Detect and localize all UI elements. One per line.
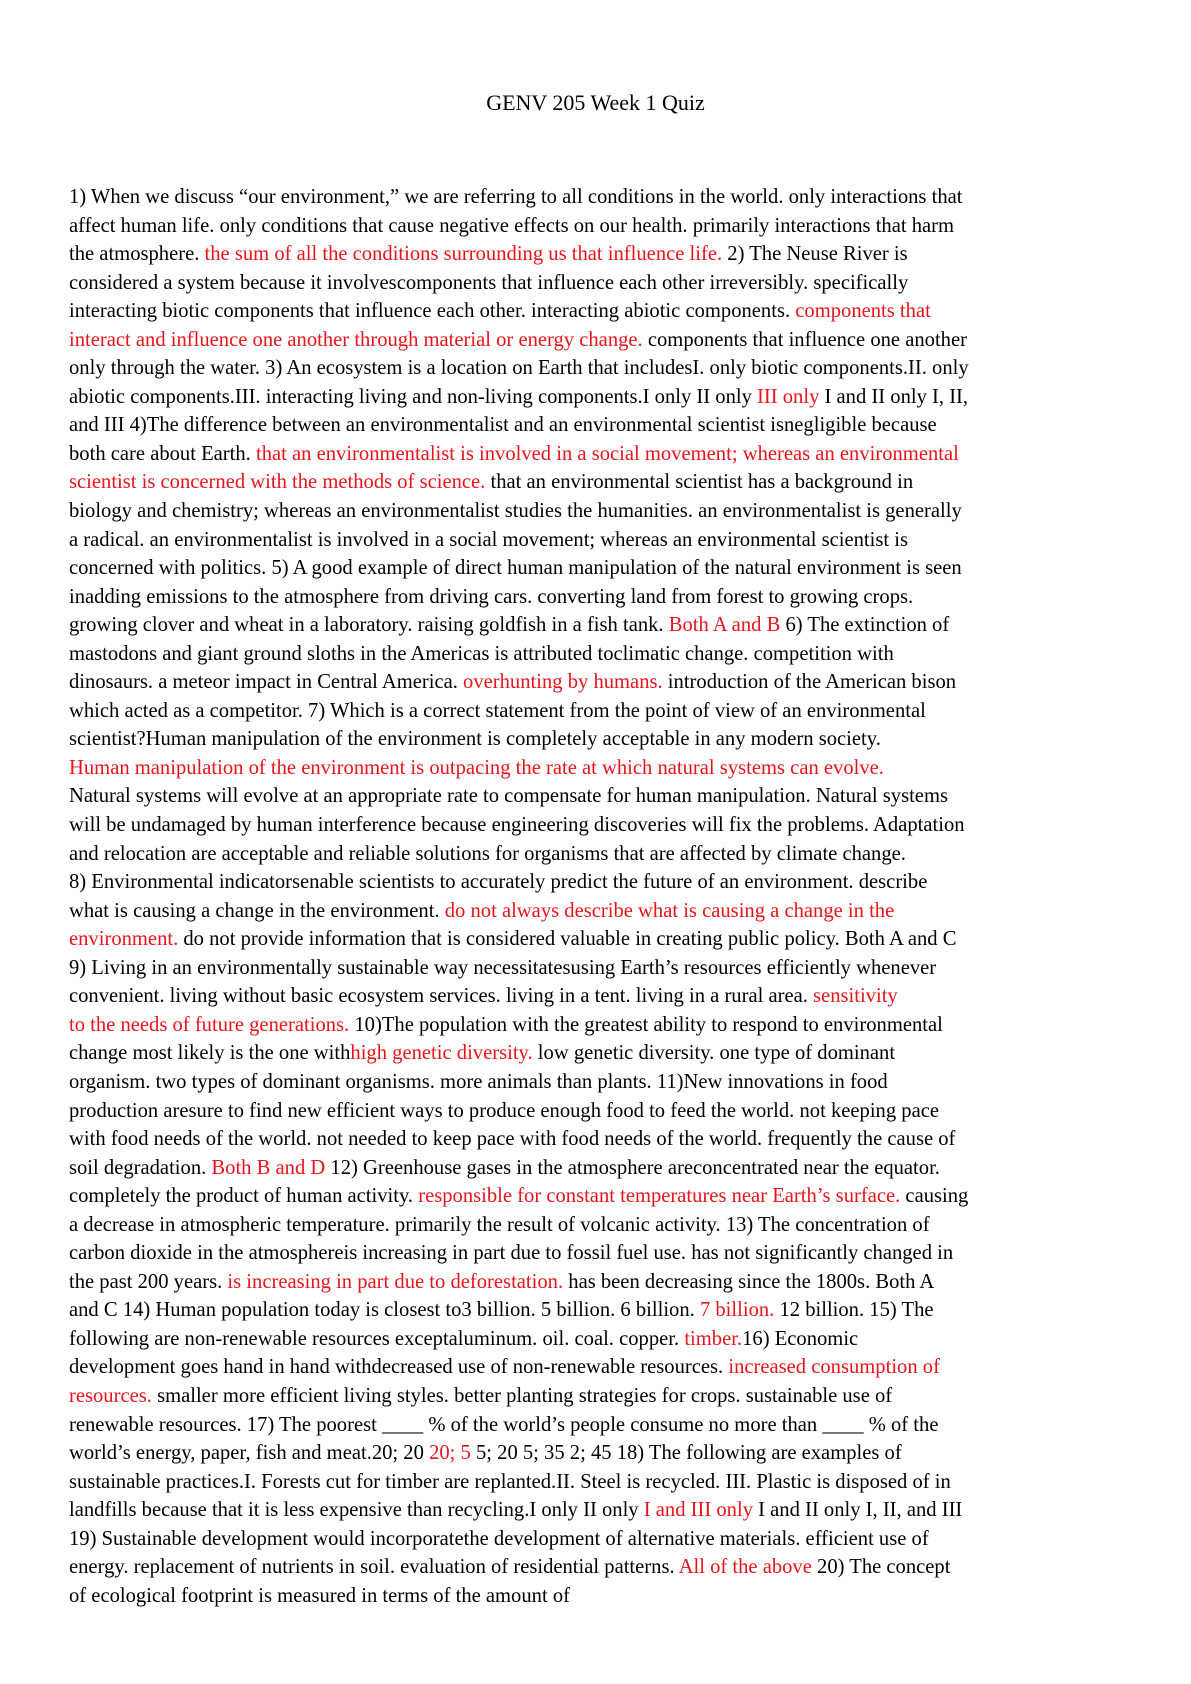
highlighted-answer: sensitivity: [813, 985, 898, 1008]
text-segment: completely the product of human activity.: [69, 1185, 419, 1208]
text-segment: abiotic components.III. interacting living and non-living components.I only II only: [69, 385, 758, 408]
text-segment: change most likely is the one with: [69, 1042, 351, 1065]
highlighted-answer: Both B and D: [211, 1156, 326, 1179]
text-line: [69, 725, 1131, 754]
text-segment: 6) The extinction of: [780, 614, 950, 637]
text-line: [69, 1553, 1131, 1582]
highlighted-answer: to the needs of future generations.: [69, 1013, 350, 1036]
text-segment: convenient. living without basic ecosystem services. living in a tent. living in a rural area.: [69, 985, 814, 1008]
text-segment: introduction of the American bison: [662, 671, 957, 694]
text-segment: soil degradation.: [69, 1156, 212, 1179]
text-segment: dinosaurs. a meteor impact in Central America.: [69, 671, 464, 694]
text-line: [69, 183, 1131, 212]
text-segment: landfills because that it is less expensive than recycling.I only II only: [69, 1499, 644, 1522]
text-segment: 19) Sustainable development would incorporatethe development of alternative materials. efficient use of: [69, 1527, 929, 1550]
text-segment: 10)The population with the greatest ability to respond to environmental: [349, 1013, 943, 1036]
text-segment: of ecological footprint is measured in terms of the amount of: [69, 1584, 570, 1607]
text-line: [69, 1039, 1131, 1068]
text-line: [69, 1496, 1131, 1525]
text-line: [69, 1582, 1131, 1611]
text-segment: 12 billion. 15) The: [774, 1299, 934, 1322]
text-line: [69, 583, 1131, 612]
highlighted-answer: I and III only: [643, 1499, 753, 1522]
text-line: [69, 1011, 1131, 1040]
highlighted-answer: III only: [757, 385, 820, 408]
text-segment: Natural systems will evolve at an appropriate rate to compensate for human manipulation. Natural systems: [69, 785, 948, 808]
text-segment: 9) Living in an environmentally sustainable way necessitatesusing Earth’s resources efficiently whenever: [69, 956, 937, 979]
highlighted-answer: high genetic diversity.: [350, 1042, 533, 1065]
text-segment: causing: [900, 1185, 969, 1208]
text-segment: renewable resources. 17) The poorest ____ % of the world’s people consume no more than ____ % of the: [69, 1413, 939, 1436]
text-line: [69, 1325, 1131, 1354]
highlighted-answer: overhunting by humans.: [463, 671, 663, 694]
text-line: [69, 1468, 1131, 1497]
text-segment: 12) Greenhouse gases in the atmosphere areconcentrated near the equator.: [325, 1156, 940, 1179]
text-line: [69, 297, 1131, 326]
text-segment: growing clover and wheat in a laboratory. raising goldfish in a fish tank.: [69, 614, 669, 637]
text-segment: 16) Economic: [742, 1327, 859, 1350]
text-line: [69, 1268, 1131, 1297]
text-segment: biology and chemistry; whereas an environmentalist studies the humanities. an environmentalist is generally: [69, 500, 962, 523]
highlighted-answer: responsible for constant temperatures near Earth’s surface.: [418, 1185, 901, 1208]
text-line: [69, 1353, 1131, 1382]
text-segment: sustainable practices.I. Forests cut for timber are replanted.II. Steel is recycled. III. Plastic is disposed of in: [69, 1470, 951, 1493]
text-line: [69, 497, 1131, 526]
text-segment: affect human life. only conditions that cause negative effects on our health. primarily interactions that harm: [69, 214, 955, 237]
text-line: [69, 811, 1131, 840]
text-segment: a decrease in atmospheric temperature. primarily the result of volcanic activity. 13) The concentration of: [69, 1213, 930, 1236]
text-segment: interacting biotic components that influence each other. interacting abiotic components.: [69, 300, 796, 323]
text-segment: the atmosphere.: [69, 243, 205, 266]
text-line: [69, 1411, 1131, 1440]
text-segment: and C 14) Human population today is closest to3 billion. 5 billion. 6 billion.: [69, 1299, 700, 1322]
highlighted-answer: 20; 5: [429, 1442, 471, 1465]
text-segment: production aresure to find new efficient ways to produce enough food to feed the world. not keeping pace: [69, 1099, 939, 1122]
text-line: [69, 1182, 1131, 1211]
highlighted-answer: 7 billion.: [699, 1299, 775, 1322]
text-line: [69, 554, 1131, 583]
highlighted-answer: timber.: [684, 1327, 743, 1350]
highlighted-answer: the sum of all the conditions surrounding us that influence life.: [204, 243, 723, 266]
highlighted-answer: Both A and B: [668, 614, 781, 637]
highlighted-answer: do not always describe what is causing a change in the: [444, 899, 895, 922]
text-line: [69, 954, 1131, 983]
text-segment: scientist?Human manipulation of the environment is completely acceptable in any modern society.: [69, 728, 881, 751]
text-line: [69, 1439, 1131, 1468]
text-line: [69, 383, 1131, 412]
text-segment: that an environmental scientist has a background in: [485, 471, 914, 494]
highlighted-answer: components that: [795, 300, 931, 323]
text-line: [69, 754, 1131, 783]
document-title: GENV 205 Week 1 Quiz: [486, 90, 705, 115]
text-line: [69, 1382, 1131, 1411]
text-segment: and III 4)The difference between an environmentalist and an environmental scientist isnegligible because: [69, 414, 937, 437]
text-segment: 20) The concept: [811, 1556, 951, 1579]
quiz-body-text: [69, 183, 1131, 1610]
text-line: [69, 354, 1131, 383]
text-segment: carbon dioxide in the atmosphereis increasing in part due to fossil fuel use. has not significantly changed in: [69, 1242, 954, 1265]
text-segment: has been decreasing since the 1800s. Both A: [563, 1270, 935, 1293]
text-segment: 5; 20 5; 35 2; 45 18) The following are examples of: [470, 1442, 902, 1465]
text-line: [69, 1525, 1131, 1554]
text-segment: what is causing a change in the environment.: [69, 899, 445, 922]
text-segment: do not provide information that is considered valuable in creating public policy. Both A and C: [178, 928, 957, 951]
text-line: [69, 468, 1131, 497]
highlighted-answer: Human manipulation of the environment is outpacing the rate at which natural systems can evolve.: [69, 756, 884, 779]
text-line: [69, 1211, 1131, 1240]
text-line: [69, 697, 1131, 726]
highlighted-answer: that an environmentalist is involved in a social movement; whereas an environmental: [255, 442, 959, 465]
text-segment: only through the water. 3) An ecosystem is a location on Earth that includesI. only biotic components.II. only: [69, 357, 969, 380]
text-segment: smaller more efficient living styles. better planting strategies for crops. sustainable use of: [151, 1384, 893, 1407]
text-line: [69, 1097, 1131, 1126]
text-segment: will be undamaged by human interference because engineering discoveries will fix the problems. Adaptation: [69, 814, 965, 837]
text-segment: 2) The Neuse River is: [722, 243, 908, 266]
text-segment: development goes hand in hand withdecreased use of non-renewable resources.: [69, 1356, 729, 1379]
text-segment: 8) Environmental indicatorsenable scientists to accurately predict the future of an environment. describe: [69, 871, 928, 894]
text-segment: following are non-renewable resources exceptaluminum. oil. coal. copper.: [69, 1327, 685, 1350]
highlighted-answer: scientist is concerned with the methods of science.: [69, 471, 486, 494]
highlighted-answer: All of the above: [678, 1556, 812, 1579]
highlighted-answer: resources.: [69, 1384, 152, 1407]
text-segment: which acted as a competitor. 7) Which is a correct statement from the point of view of an environmental: [69, 699, 926, 722]
text-segment: and relocation are acceptable and reliable solutions for organisms that are affected by climate change.: [69, 842, 906, 865]
text-line: [69, 897, 1131, 926]
text-segment: the past 200 years.: [69, 1270, 228, 1293]
text-line: [69, 868, 1131, 897]
text-segment: world’s energy, paper, fish and meat.20; 20: [69, 1442, 430, 1465]
text-segment: 1) When we discuss “our environment,” we are referring to all conditions in the world. only interactions that: [69, 186, 963, 208]
text-segment: considered a system because it involvescomponents that influence each other irreversibly. specifically: [69, 271, 909, 294]
text-line: [69, 326, 1131, 355]
text-line: [69, 1125, 1131, 1154]
text-line: [69, 668, 1131, 697]
text-line: [69, 1154, 1131, 1183]
text-line: [69, 782, 1131, 811]
text-segment: energy. replacement of nutrients in soil. evaluation of residential patterns.: [69, 1556, 679, 1579]
text-segment: mastodons and giant ground sloths in the Americas is attributed toclimatic change. competition with: [69, 642, 894, 665]
text-line: [69, 1239, 1131, 1268]
text-segment: with food needs of the world. not needed to keep pace with food needs of the world. frequently the cause of: [69, 1128, 956, 1151]
text-line: [69, 240, 1131, 269]
text-line: [69, 269, 1131, 298]
text-segment: components that influence one another: [642, 328, 967, 351]
text-line: [69, 611, 1131, 640]
text-segment: both care about Earth.: [69, 442, 256, 465]
highlighted-answer: interact and influence one another through material or energy change.: [69, 328, 643, 351]
text-line: [69, 1296, 1131, 1325]
text-line: [69, 982, 1131, 1011]
text-line: [69, 526, 1131, 555]
text-line: [69, 212, 1131, 241]
text-segment: low genetic diversity. one type of dominant: [532, 1042, 896, 1065]
text-segment: concerned with politics. 5) A good example of direct human manipulation of the natural environment is seen: [69, 557, 962, 580]
text-line: [69, 840, 1131, 869]
text-segment: I and II only I, II,: [819, 385, 969, 408]
text-segment: a radical. an environmentalist is involved in a social movement; whereas an environmental scientist is: [69, 528, 908, 551]
text-line: [69, 411, 1131, 440]
text-segment: inadding emissions to the atmosphere from driving cars. converting land from forest to growing crops.: [69, 585, 914, 608]
text-line: [69, 1068, 1131, 1097]
text-segment: I and II only I, II, and III: [753, 1499, 963, 1522]
highlighted-answer: increased consumption of: [728, 1356, 940, 1379]
highlighted-answer: is increasing in part due to deforestation.: [227, 1270, 564, 1293]
text-line: [69, 925, 1131, 954]
text-segment: organism. two types of dominant organisms. more animals than plants. 11)New innovations in food: [69, 1070, 888, 1093]
highlighted-answer: environment.: [69, 928, 179, 951]
text-line: [69, 640, 1131, 669]
text-line: [69, 440, 1131, 469]
